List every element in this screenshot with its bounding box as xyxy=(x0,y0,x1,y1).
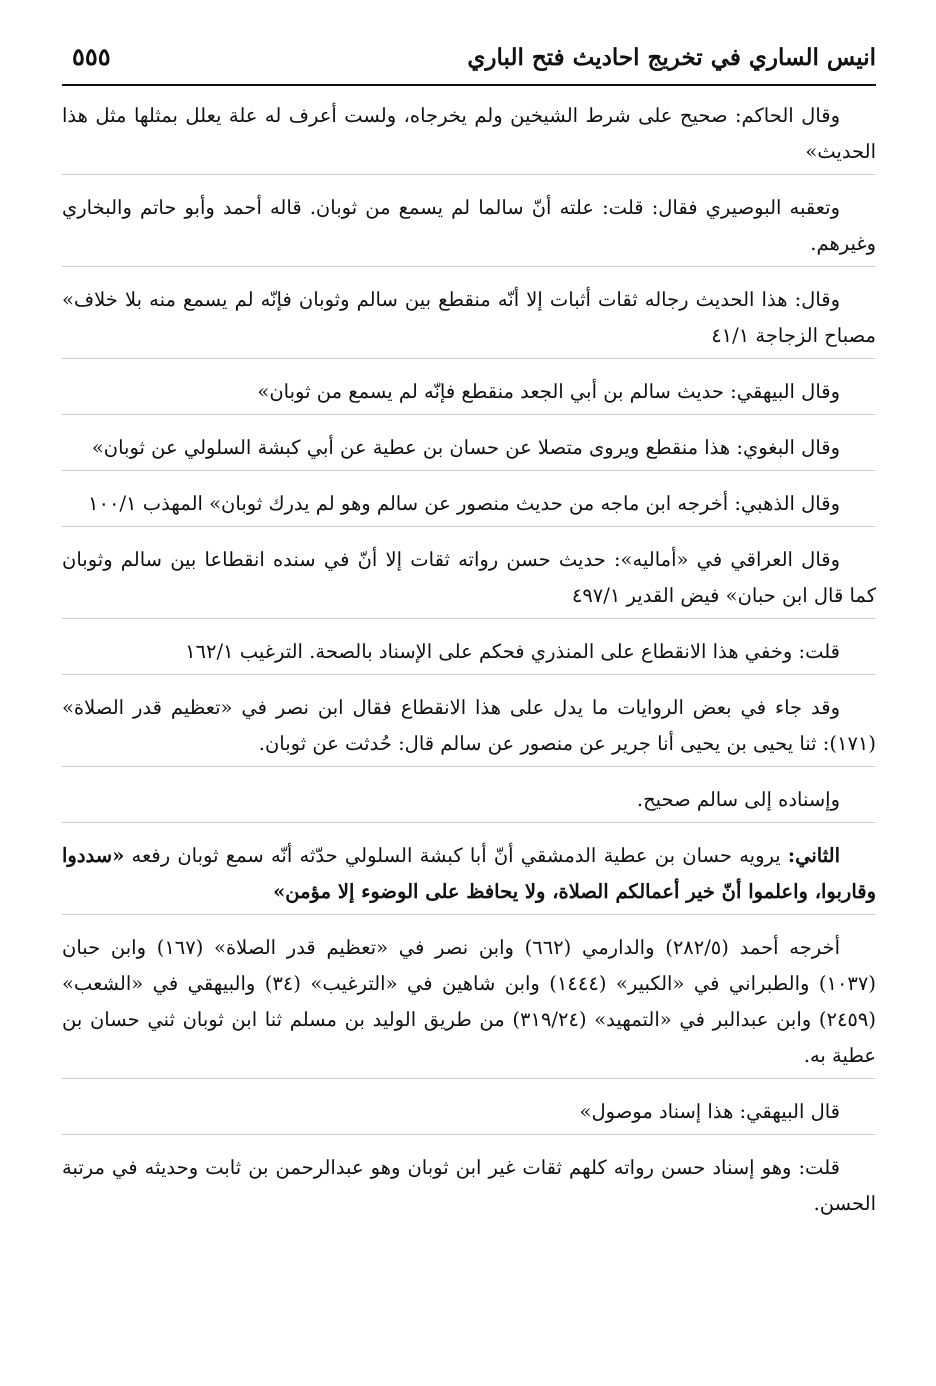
paragraph: قلت: وهو إسناد حسن رواته كلهم ثقات غير ابن ثوبان وهو عبدالرحمن بن ثابت وحديثه في مرتبة الحسن. xyxy=(62,1156,876,1215)
document-page xyxy=(62,38,876,1358)
paragraph: أخرجه أحمد (٢٨٢/٥) والدارمي (٦٦٢) وابن نصر في «تعظيم قدر الصلاة» (١٦٧) وابن حبان (١٠٣٧) والطبراني في «الكبير» (١٤٤٤) وابن شاهين في «الترغيب» (٣٤) والبيهقي في «الشعب» (٢٤٥٩) وابن عبدالبر في «التمهيد» (٣١٩/٢٤) من طريق الوليد بن مسلم ثنا ابن ثوبان ثني حسان بن عطية به. xyxy=(62,926,876,1079)
paragraph: وقال الذهبي: أخرجه ابن ماجه من حديث منصور عن سالم وهو لم يدرك ثوبان» المهذب ١٠٠/١ xyxy=(62,482,876,527)
section-lead: الثاني: xyxy=(787,844,840,867)
page-number: ٥٥٥ xyxy=(72,42,111,71)
paragraph: قال البيهقي: هذا إسناد موصول» xyxy=(62,1090,876,1135)
hadith-text: «سددوا وقاربوا، واعلموا أنّ خير أعمالكم الصلاة، ولا يحافظ على الوضوء إلا مؤمن» xyxy=(62,844,876,903)
paragraph: قلت: وخفي هذا الانقطاع على المنذري فحكم على الإسناد بالصحة. الترغيب ١٦٢/١ xyxy=(62,630,876,675)
paragraph: وقال البغوي: هذا منقطع ويروى متصلا عن حسان بن عطية عن أبي كبشة السلولي عن ثوبان» xyxy=(62,426,876,471)
paragraph: وقال البيهقي: حديث سالم بن أبي الجعد منقطع فإنّه لم يسمع من ثوبان» xyxy=(62,370,876,415)
paragraph: وتعقبه البوصيري فقال: قلت: علته أنّ سالما لم يسمع من ثوبان. قاله أحمد وأبو حاتم والبخاري وغيرهم. xyxy=(62,186,876,267)
paragraph: وقال: هذا الحديث رجاله ثقات أثبات إلا أنّه منقطع بين سالم وثوبان فإنّه لم يسمع منه بلا خلاف» مصباح الزجاجة ٤١/١ xyxy=(62,278,876,359)
paragraph: وقد جاء في بعض الروايات ما يدل على هذا الانقطاع فقال ابن نصر في «تعظيم قدر الصلاة» (١٧١): ثنا يحيى بن يحيى أنا جرير عن منصور عن سالم قال: حُدثت عن ثوبان. xyxy=(62,686,876,767)
paragraph: وقال العراقي في «أماليه»: حديث حسن رواته ثقات إلا أنّ في سنده انقطاعا بين سالم وثوبان كما قال ابن حبان» فيض القدير ٤٩٧/١ xyxy=(62,538,876,619)
page-body xyxy=(62,94,876,1226)
book-title: انيس الساري في تخريج احاديث فتح الباري xyxy=(467,44,876,71)
paragraph: الثاني: يرويه حسان بن عطية الدمشقي أنّ أبا كبشة السلولي حدّثه أنّه سمع ثوبان رفعه «سددوا وقاربوا، واعلموا أنّ خير أعمالكم الصلاة، ولا يحافظ على الوضوء إلا مؤمن» xyxy=(62,834,876,915)
page-header xyxy=(62,38,876,86)
paragraph: وقال الحاكم: صحيح على شرط الشيخين ولم يخرجاه، ولست أعرف له علة يعلل بمثلها مثل هذا الحديث» xyxy=(62,94,876,175)
paragraph: وإسناده إلى سالم صحيح. xyxy=(62,778,876,823)
